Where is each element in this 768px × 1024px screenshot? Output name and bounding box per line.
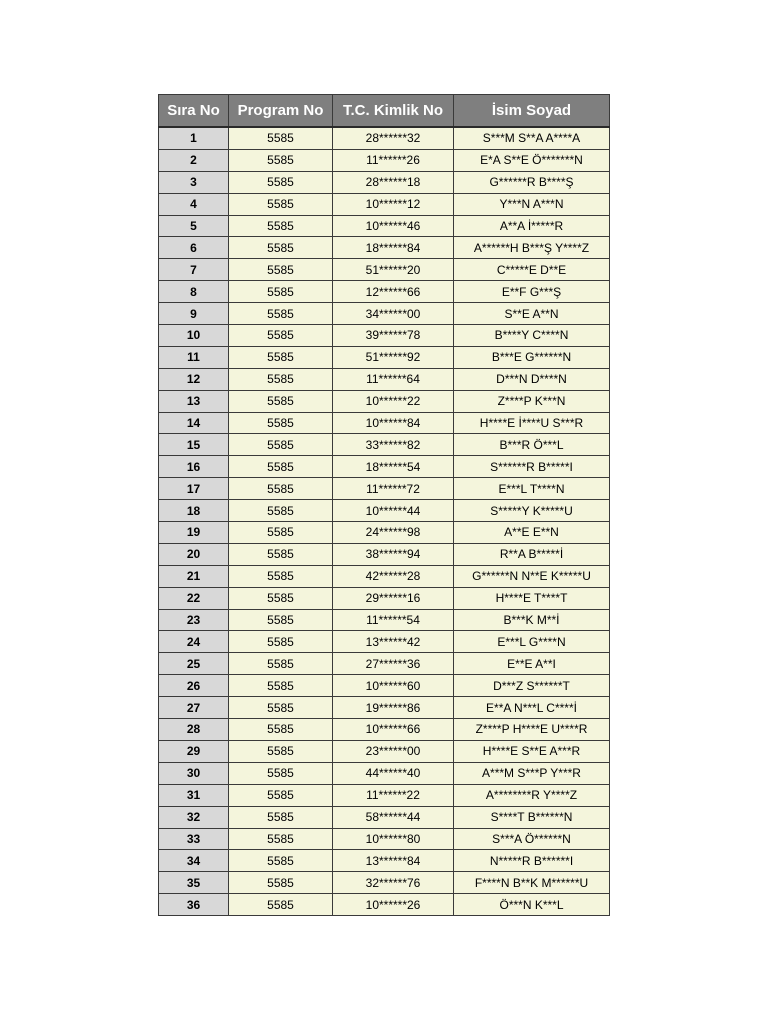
table-body — [159, 127, 610, 916]
table-row — [159, 193, 610, 215]
cell-isim-soyad: S****T B******N — [454, 806, 610, 828]
cell-program-no: 5585 — [229, 303, 333, 325]
cell-isim-soyad: S**E A**N — [454, 303, 610, 325]
cell-program-no: 5585 — [229, 850, 333, 872]
cell-sira-no: 8 — [159, 281, 229, 303]
cell-program-no: 5585 — [229, 346, 333, 368]
header-row — [159, 95, 610, 128]
table-row — [159, 806, 610, 828]
cell-program-no: 5585 — [229, 412, 333, 434]
cell-isim-soyad: E**A N***L C****İ — [454, 697, 610, 719]
cell-sira-no: 18 — [159, 500, 229, 522]
cell-tc-kimlik-no: 51******92 — [333, 346, 454, 368]
table-row — [159, 675, 610, 697]
cell-tc-kimlik-no: 11******72 — [333, 478, 454, 500]
cell-program-no: 5585 — [229, 259, 333, 281]
cell-tc-kimlik-no: 10******12 — [333, 193, 454, 215]
cell-sira-no: 34 — [159, 850, 229, 872]
table-row — [159, 828, 610, 850]
cell-tc-kimlik-no: 13******42 — [333, 631, 454, 653]
cell-isim-soyad: H****E İ****U S***R — [454, 412, 610, 434]
cell-program-no: 5585 — [229, 565, 333, 587]
cell-tc-kimlik-no: 10******60 — [333, 675, 454, 697]
table-header — [159, 95, 610, 128]
table-row — [159, 740, 610, 762]
cell-tc-kimlik-no: 10******44 — [333, 500, 454, 522]
cell-isim-soyad: A********R Y****Z — [454, 784, 610, 806]
cell-tc-kimlik-no: 10******84 — [333, 412, 454, 434]
table-row — [159, 325, 610, 347]
cell-sira-no: 2 — [159, 149, 229, 171]
cell-tc-kimlik-no: 12******66 — [333, 281, 454, 303]
table-row — [159, 872, 610, 894]
cell-sira-no: 15 — [159, 434, 229, 456]
cell-program-no: 5585 — [229, 872, 333, 894]
cell-tc-kimlik-no: 34******00 — [333, 303, 454, 325]
table-row — [159, 259, 610, 281]
table-row — [159, 303, 610, 325]
cell-sira-no: 30 — [159, 762, 229, 784]
cell-isim-soyad: B****Y C****N — [454, 325, 610, 347]
cell-tc-kimlik-no: 19******86 — [333, 697, 454, 719]
cell-program-no: 5585 — [229, 500, 333, 522]
cell-isim-soyad: Y***N A***N — [454, 193, 610, 215]
table-row — [159, 127, 610, 149]
cell-tc-kimlik-no: 28******32 — [333, 127, 454, 149]
cell-isim-soyad: S***M S**A A****A — [454, 127, 610, 149]
header-tc-kimlik-no: T.C. Kimlik No — [333, 95, 454, 128]
table-row — [159, 346, 610, 368]
cell-isim-soyad: E**F G***Ş — [454, 281, 610, 303]
cell-program-no: 5585 — [229, 631, 333, 653]
cell-isim-soyad: G******R B****Ş — [454, 171, 610, 193]
cell-isim-soyad: G******N N**E K*****U — [454, 565, 610, 587]
cell-isim-soyad: Z****P H****E U****R — [454, 719, 610, 741]
table-row — [159, 784, 610, 806]
cell-isim-soyad: F****N B**K M******U — [454, 872, 610, 894]
cell-tc-kimlik-no: 10******46 — [333, 215, 454, 237]
cell-isim-soyad: Z****P K***N — [454, 390, 610, 412]
cell-isim-soyad: N*****R B******I — [454, 850, 610, 872]
cell-program-no: 5585 — [229, 215, 333, 237]
cell-tc-kimlik-no: 11******54 — [333, 609, 454, 631]
cell-tc-kimlik-no: 33******82 — [333, 434, 454, 456]
cell-isim-soyad: E***L T****N — [454, 478, 610, 500]
cell-program-no: 5585 — [229, 127, 333, 149]
cell-program-no: 5585 — [229, 237, 333, 259]
table-row — [159, 215, 610, 237]
cell-program-no: 5585 — [229, 478, 333, 500]
cell-tc-kimlik-no: 24******98 — [333, 522, 454, 544]
cell-isim-soyad: B***R Ö***L — [454, 434, 610, 456]
participant-table — [158, 94, 610, 916]
cell-sira-no: 16 — [159, 456, 229, 478]
cell-tc-kimlik-no: 11******26 — [333, 149, 454, 171]
table-row — [159, 281, 610, 303]
cell-program-no: 5585 — [229, 806, 333, 828]
cell-tc-kimlik-no: 13******84 — [333, 850, 454, 872]
cell-sira-no: 11 — [159, 346, 229, 368]
cell-sira-no: 1 — [159, 127, 229, 149]
cell-isim-soyad: S******R B*****I — [454, 456, 610, 478]
cell-isim-soyad: Ö***N K***L — [454, 894, 610, 916]
cell-program-no: 5585 — [229, 456, 333, 478]
cell-isim-soyad: E**E A**I — [454, 653, 610, 675]
cell-sira-no: 14 — [159, 412, 229, 434]
cell-sira-no: 27 — [159, 697, 229, 719]
table-row — [159, 237, 610, 259]
cell-tc-kimlik-no: 38******94 — [333, 543, 454, 565]
cell-sira-no: 9 — [159, 303, 229, 325]
cell-program-no: 5585 — [229, 390, 333, 412]
cell-program-no: 5585 — [229, 719, 333, 741]
cell-tc-kimlik-no: 10******80 — [333, 828, 454, 850]
cell-sira-no: 4 — [159, 193, 229, 215]
cell-sira-no: 12 — [159, 368, 229, 390]
cell-program-no: 5585 — [229, 149, 333, 171]
cell-program-no: 5585 — [229, 171, 333, 193]
cell-sira-no: 36 — [159, 894, 229, 916]
cell-sira-no: 21 — [159, 565, 229, 587]
table-row — [159, 500, 610, 522]
cell-program-no: 5585 — [229, 281, 333, 303]
cell-program-no: 5585 — [229, 609, 333, 631]
cell-tc-kimlik-no: 51******20 — [333, 259, 454, 281]
cell-sira-no: 33 — [159, 828, 229, 850]
cell-tc-kimlik-no: 10******22 — [333, 390, 454, 412]
cell-isim-soyad: H****E S**E A***R — [454, 740, 610, 762]
cell-program-no: 5585 — [229, 675, 333, 697]
table-row — [159, 171, 610, 193]
cell-program-no: 5585 — [229, 828, 333, 850]
cell-sira-no: 22 — [159, 587, 229, 609]
cell-tc-kimlik-no: 32******76 — [333, 872, 454, 894]
cell-isim-soyad: C*****E D**E — [454, 259, 610, 281]
cell-isim-soyad: E*A S**E Ö*******N — [454, 149, 610, 171]
cell-tc-kimlik-no: 11******64 — [333, 368, 454, 390]
cell-sira-no: 13 — [159, 390, 229, 412]
table-row — [159, 456, 610, 478]
cell-tc-kimlik-no: 44******40 — [333, 762, 454, 784]
cell-sira-no: 10 — [159, 325, 229, 347]
header-sira-no: Sıra No — [159, 95, 229, 128]
participant-table-container — [158, 94, 609, 916]
cell-program-no: 5585 — [229, 325, 333, 347]
cell-isim-soyad: S***A Ö******N — [454, 828, 610, 850]
cell-sira-no: 28 — [159, 719, 229, 741]
cell-program-no: 5585 — [229, 697, 333, 719]
cell-isim-soyad: B***E G******N — [454, 346, 610, 368]
cell-program-no: 5585 — [229, 894, 333, 916]
cell-sira-no: 26 — [159, 675, 229, 697]
cell-program-no: 5585 — [229, 587, 333, 609]
table-row — [159, 434, 610, 456]
cell-isim-soyad: A**A İ*****R — [454, 215, 610, 237]
table-row — [159, 368, 610, 390]
table-row — [159, 149, 610, 171]
cell-tc-kimlik-no: 58******44 — [333, 806, 454, 828]
table-row — [159, 609, 610, 631]
cell-isim-soyad: S*****Y K*****U — [454, 500, 610, 522]
cell-program-no: 5585 — [229, 522, 333, 544]
cell-program-no: 5585 — [229, 784, 333, 806]
table-row — [159, 850, 610, 872]
cell-sira-no: 31 — [159, 784, 229, 806]
table-row — [159, 478, 610, 500]
cell-sira-no: 24 — [159, 631, 229, 653]
header-isim-soyad: İsim Soyad — [454, 95, 610, 128]
cell-tc-kimlik-no: 28******18 — [333, 171, 454, 193]
table-row — [159, 522, 610, 544]
table-row — [159, 587, 610, 609]
table-row — [159, 653, 610, 675]
cell-sira-no: 6 — [159, 237, 229, 259]
cell-program-no: 5585 — [229, 653, 333, 675]
cell-sira-no: 32 — [159, 806, 229, 828]
cell-sira-no: 5 — [159, 215, 229, 237]
cell-program-no: 5585 — [229, 368, 333, 390]
cell-isim-soyad: H****E T****T — [454, 587, 610, 609]
cell-isim-soyad: B***K M**İ — [454, 609, 610, 631]
cell-isim-soyad: A***M S***P Y***R — [454, 762, 610, 784]
table-row — [159, 719, 610, 741]
table-row — [159, 543, 610, 565]
table-row — [159, 697, 610, 719]
cell-tc-kimlik-no: 10******26 — [333, 894, 454, 916]
cell-isim-soyad: E***L G****N — [454, 631, 610, 653]
cell-tc-kimlik-no: 29******16 — [333, 587, 454, 609]
table-row — [159, 762, 610, 784]
cell-sira-no: 20 — [159, 543, 229, 565]
table-row — [159, 894, 610, 916]
cell-sira-no: 23 — [159, 609, 229, 631]
cell-tc-kimlik-no: 18******84 — [333, 237, 454, 259]
cell-isim-soyad: A**E E**N — [454, 522, 610, 544]
cell-tc-kimlik-no: 18******54 — [333, 456, 454, 478]
cell-isim-soyad: A******H B***Ş Y****Z — [454, 237, 610, 259]
cell-isim-soyad: R**A B*****İ — [454, 543, 610, 565]
cell-sira-no: 7 — [159, 259, 229, 281]
cell-sira-no: 19 — [159, 522, 229, 544]
cell-sira-no: 17 — [159, 478, 229, 500]
cell-sira-no: 25 — [159, 653, 229, 675]
cell-tc-kimlik-no: 27******36 — [333, 653, 454, 675]
cell-program-no: 5585 — [229, 762, 333, 784]
cell-tc-kimlik-no: 11******22 — [333, 784, 454, 806]
cell-program-no: 5585 — [229, 543, 333, 565]
cell-sira-no: 35 — [159, 872, 229, 894]
table-row — [159, 565, 610, 587]
table-row — [159, 631, 610, 653]
cell-program-no: 5585 — [229, 434, 333, 456]
cell-program-no: 5585 — [229, 740, 333, 762]
table-row — [159, 412, 610, 434]
cell-isim-soyad: D***N D****N — [454, 368, 610, 390]
cell-isim-soyad: D***Z S******T — [454, 675, 610, 697]
cell-sira-no: 3 — [159, 171, 229, 193]
cell-tc-kimlik-no: 23******00 — [333, 740, 454, 762]
cell-tc-kimlik-no: 39******78 — [333, 325, 454, 347]
header-program-no: Program No — [229, 95, 333, 128]
table-row — [159, 390, 610, 412]
cell-tc-kimlik-no: 42******28 — [333, 565, 454, 587]
cell-sira-no: 29 — [159, 740, 229, 762]
cell-tc-kimlik-no: 10******66 — [333, 719, 454, 741]
cell-program-no: 5585 — [229, 193, 333, 215]
